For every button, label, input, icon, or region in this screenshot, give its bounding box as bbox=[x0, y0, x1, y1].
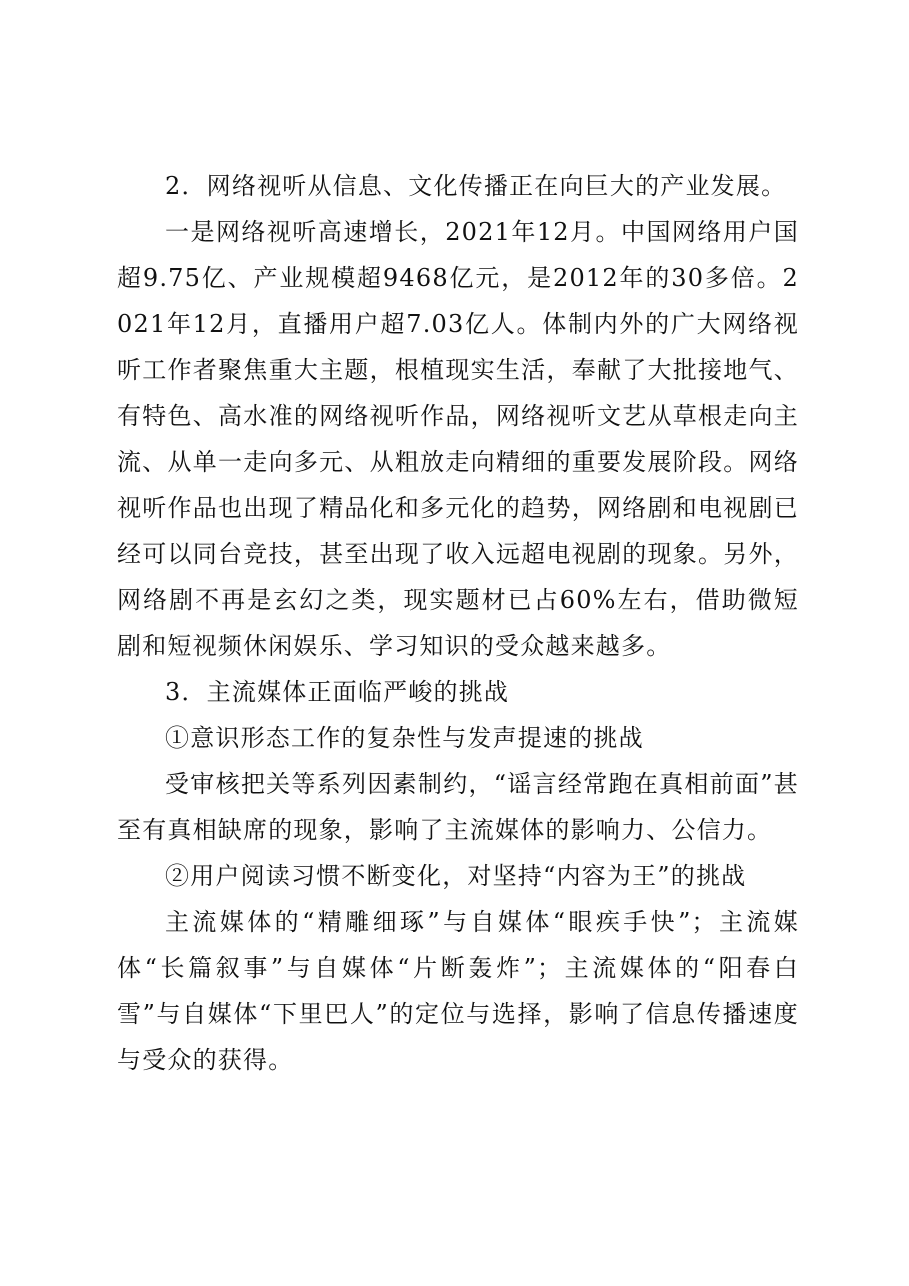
document-body bbox=[117, 163, 799, 1083]
body-paragraph: 受审核把关等系列因素制约，“谣言经常跑在真相前面”甚至有真相缺席的现象，影响了主流媒体的影响力、公信力。 bbox=[117, 770, 799, 844]
body-paragraph: 一是网络视听高速增长，2021年12月。中国网络用户国超9.75亿、产业规模超9468亿元，是2012年的30多倍。2021年12月，直播用户超7.03亿人。体制内外的广大网络视听工作者聚焦重大主题，根植现实生活，奉献了大批接地气、有特色、高水准的网络视听作品，网络视听文艺从草根走向主流、从单一走向多元、从粗放走向精细的重要发展阶段。网络视听作品也出现了精品化和多元化的趋势，网络剧和电视剧已经可以同台竞技，甚至出现了收入远超电视剧的现象。另外，网络剧不再是玄幻之类，现实题材已占60%左右，借助微短剧和短视频休闲娱乐、学习知识的受众越来越多。 bbox=[117, 218, 799, 660]
sub-heading-1: ①意识形态工作的复杂性与发声提速的挑战 bbox=[165, 724, 644, 752]
section-heading-3: 3．主流媒体正面临严峻的挑战 bbox=[165, 678, 510, 706]
body-paragraph: 主流媒体的“精雕细琢”与自媒体“眼疾手快”；主流媒体“长篇叙事”与自媒体“片断轰炸”；主流媒体的“阳春白雪”与自媒体“下里巴人”的定位与选择，影响了信息传播速度与受众的获得。 bbox=[117, 908, 799, 1074]
sub-heading-2: ②用户阅读习惯不断变化，对坚持“内容为王”的挑战 bbox=[165, 862, 747, 890]
section-heading-2: 2．网络视听从信息、文化传播正在向巨大的产业发展。 bbox=[165, 172, 787, 200]
